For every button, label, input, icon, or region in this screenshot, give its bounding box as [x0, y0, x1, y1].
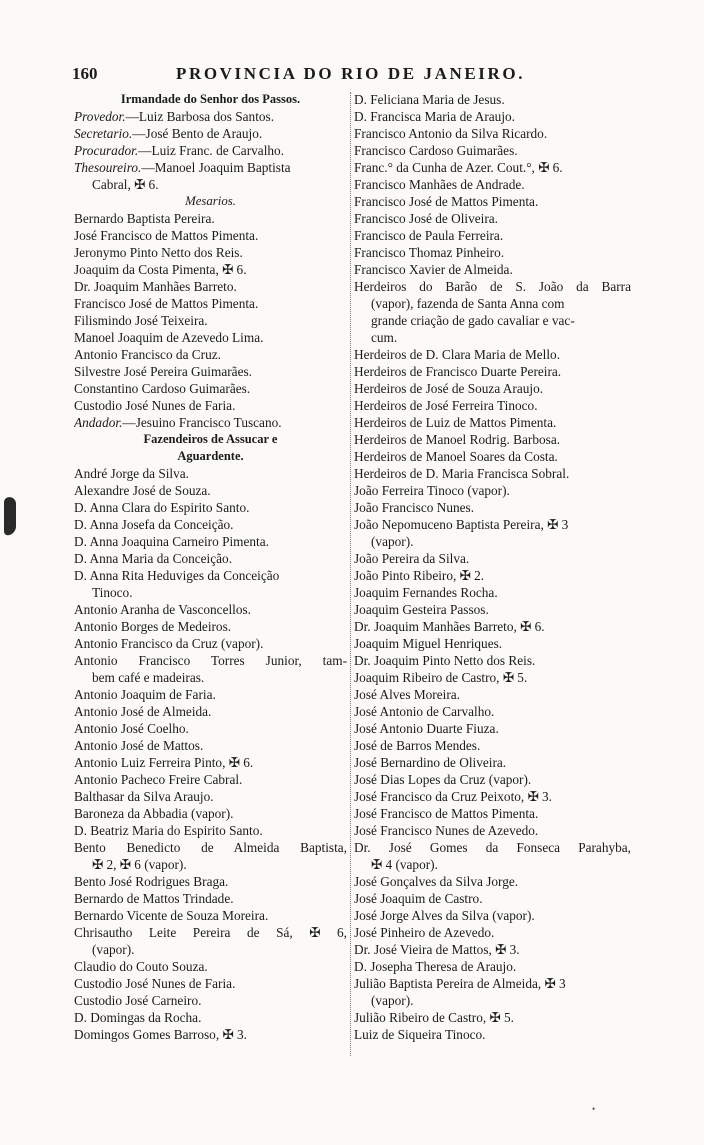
entry-line: Bernardo de Mattos Trindade.: [74, 891, 234, 906]
entry-line: Herdeiros de José Ferreira Tinoco.: [354, 398, 538, 413]
entry-line: Francisco Cardoso Guimarães.: [354, 143, 518, 158]
entry-line: Joaquim Miguel Henriques.: [354, 636, 503, 651]
entry-line: Custodio José Nunes de Faria.: [74, 976, 236, 991]
entry-line: Francisco José de Mattos Pimenta.: [74, 296, 259, 311]
officer-line-continuation: Cabral, ✠ 6.: [92, 177, 159, 192]
entry-line: Bento José Rodrigues Braga.: [74, 874, 229, 889]
entry-line: Domingos Gomes Barroso, ✠ 3.: [74, 1027, 247, 1042]
entry-line: José Pinheiro de Azevedo.: [354, 925, 495, 940]
entry-line: Bento Benedicto de Almeida Baptista,: [74, 840, 347, 855]
entry-line: grande criação de gado cavaliar e vac-: [371, 313, 575, 328]
entry-line: Antonio Pacheco Freire Cabral.: [74, 772, 243, 787]
entry-line: Antonio Luiz Ferreira Pinto, ✠ 6.: [74, 755, 254, 770]
entry-line: Baroneza da Abbadia (vapor).: [74, 806, 234, 821]
entry-line: Herdeiros de José de Souza Araujo.: [354, 381, 544, 396]
entry-line: Herdeiros de Manoel Soares da Costa.: [354, 449, 558, 464]
entry-line: Dr. José Vieira de Mattos, ✠ 3.: [354, 942, 520, 957]
entry-line: Francisco José de Mattos Pimenta.: [354, 194, 539, 209]
entry-line: (vapor).: [92, 942, 135, 957]
section-heading-irmandade: Irmandade do Senhor dos Passos.: [120, 92, 301, 106]
left-column: [74, 91, 347, 1043]
entry-line: Bernardo Baptista Pereira.: [74, 211, 215, 226]
entry-line: João Nepomuceno Baptista Pereira, ✠ 3: [354, 517, 569, 532]
entry-line: ✠ 2, ✠ 6 (vapor).: [92, 857, 187, 872]
fazendeiros-list-continued: [354, 91, 631, 1043]
entry-line: Antonio Francisco da Cruz.: [74, 347, 221, 362]
column-divider: [350, 92, 351, 1056]
section-heading-fazendeiros: Fazendeiros de Assucar e: [143, 432, 278, 446]
mesarios-list: [74, 210, 347, 414]
entry-line: Constantino Cardoso Guimarães.: [74, 381, 251, 396]
entry-line: José de Barros Mendes.: [354, 738, 481, 753]
entry-line: Herdeiros de D. Clara Maria de Mello.: [354, 347, 561, 362]
officer-line: [74, 108, 347, 125]
entry-line: Joaquim Gesteira Passos.: [354, 602, 489, 617]
entry-line: José Alves Moreira.: [354, 687, 460, 702]
entry-line: Francisco Xavier de Almeida.: [354, 262, 513, 277]
entry-line: Joaquim Ribeiro de Castro, ✠ 5.: [354, 670, 528, 685]
entry-line: Antonio Joaquim de Faria.: [74, 687, 216, 702]
entry-line: cum.: [371, 330, 398, 345]
entry-line: D. Anna Clara do Espirito Santo.: [74, 500, 250, 515]
footer-dot: •: [592, 1104, 596, 1114]
entry-line: Herdeiros do Barão de S. João da Barra: [354, 279, 631, 294]
entry-line: Manoel Joaquim de Azevedo Lima.: [74, 330, 264, 345]
entry-line: Antonio Francisco Torres Junior, tam-: [74, 653, 347, 668]
entry-line: bem café e madeiras.: [92, 670, 205, 685]
entry-line: Franc.° da Cunha de Azer. Cout.°, ✠ 6.: [354, 160, 563, 175]
page-number: 160: [72, 64, 98, 83]
entry-line: Antonio Aranha de Vasconcellos.: [74, 602, 252, 617]
entry-line: João Pinto Ribeiro, ✠ 2.: [354, 568, 485, 583]
entry-line: Julião Baptista Pereira de Almeida, ✠ 3: [354, 976, 566, 991]
entry-line: Filismindo José Teixeira.: [74, 313, 208, 328]
officer-line: [74, 125, 347, 142]
entry-line: Tinoco.: [92, 585, 133, 600]
entry-line: Alexandre José de Souza.: [74, 483, 211, 498]
entry-line: (vapor).: [371, 534, 414, 549]
margin-binding-mark: [4, 496, 16, 536]
entry-line: José Antonio Duarte Fiuza.: [354, 721, 499, 736]
entry-line: D. Feliciana Maria de Jesus.: [354, 92, 505, 107]
entry-line: Antonio Francisco da Cruz (vapor).: [74, 636, 264, 651]
entry-line: José Francisco da Cruz Peixoto, ✠ 3.: [354, 789, 553, 804]
section-heading-fazendeiros-cont: Aguardente.: [177, 449, 244, 463]
entry-line: José Francisco Nunes de Azevedo.: [354, 823, 539, 838]
running-title: PROVINCIA DO RIO DE JANEIRO.: [176, 64, 526, 83]
fazendeiros-list: [74, 465, 347, 1043]
entry-line: José Gonçalves da Silva Jorge.: [354, 874, 519, 889]
entry-line: João Ferreira Tinoco (vapor).: [354, 483, 510, 498]
entry-line: D. Anna Maria da Conceição.: [74, 551, 233, 566]
entry-line: D. Beatriz Maria do Espirito Santo.: [74, 823, 263, 838]
entry-line: José Bernardino de Oliveira.: [354, 755, 507, 770]
entry-line: Custodio José Nunes de Faria.: [74, 398, 236, 413]
entry-line: José Joaquim de Castro.: [354, 891, 483, 906]
entry-line: ✠ 4 (vapor).: [371, 857, 438, 872]
entry-line: Custodio José Carneiro.: [74, 993, 202, 1008]
entry-line: Silvestre José Pereira Guimarães.: [74, 364, 252, 379]
entry-line: Chrisautho Leite Pereira de Sá, ✠ 6,: [74, 925, 347, 940]
entry-line: D. Domingas da Rocha.: [74, 1010, 202, 1025]
entry-line: Francisco José de Oliveira.: [354, 211, 499, 226]
entry-line: D. Francisca Maria de Araujo.: [354, 109, 515, 124]
officer-name: —Jesuino Francisco Tuscano.: [122, 415, 282, 430]
officer-line: [74, 414, 347, 431]
entry-line: D. Josepha Theresa de Araujo.: [354, 959, 517, 974]
entry-line: Herdeiros de Francisco Duarte Pereira.: [354, 364, 562, 379]
entry-line: Antonio Borges de Medeiros.: [74, 619, 232, 634]
entry-line: João Pereira da Silva.: [354, 551, 470, 566]
page-header: [72, 64, 650, 86]
entry-line: Julião Ribeiro de Castro, ✠ 5.: [354, 1010, 514, 1025]
entry-line: Herdeiros de D. Maria Francisca Sobral.: [354, 466, 570, 481]
officer-name: —Luiz Franc. de Carvalho.: [138, 143, 285, 158]
entry-line: D. Anna Rita Heduviges da Conceição: [74, 568, 280, 583]
officer-name: —Manoel Joaquim Baptista: [141, 160, 291, 175]
entry-line: D. Anna Joaquina Carneiro Pimenta.: [74, 534, 269, 549]
entry-line: João Francisco Nunes.: [354, 500, 475, 515]
officer-role: Thesoureiro.: [74, 160, 142, 175]
entry-line: Herdeiros de Manoel Rodrig. Barbosa.: [354, 432, 561, 447]
officer-line: [74, 142, 347, 159]
officer-role: Secretario.: [74, 126, 133, 141]
entry-line: Joaquim da Costa Pimenta, ✠ 6.: [74, 262, 247, 277]
officer-role: Procurador.: [74, 143, 139, 158]
entry-line: Francisco de Paula Ferreira.: [354, 228, 504, 243]
entry-line: Luiz de Siqueira Tinoco.: [354, 1027, 486, 1042]
entry-line: José Dias Lopes da Cruz (vapor).: [354, 772, 532, 787]
entry-line: Antonio José Coelho.: [74, 721, 189, 736]
right-column: [354, 91, 631, 1043]
officer-role: Andador.: [74, 415, 123, 430]
entry-line: Jeronymo Pinto Netto dos Reis.: [74, 245, 243, 260]
entry-line: André Jorge da Silva.: [74, 466, 189, 481]
entry-line: Dr. Joaquim Manhães Barreto, ✠ 6.: [354, 619, 545, 634]
entry-line: Joaquim Fernandes Rocha.: [354, 585, 498, 600]
entry-line: Dr. José Gomes da Fonseca Parahyba,: [354, 840, 631, 855]
entry-line: Antonio José de Almeida.: [74, 704, 212, 719]
entry-line: José Jorge Alves da Silva (vapor).: [354, 908, 535, 923]
officer-role: Provedor.: [74, 109, 126, 124]
entry-line: Antonio José de Mattos.: [74, 738, 204, 753]
entry-line: (vapor).: [371, 993, 414, 1008]
entry-line: José Francisco de Mattos Pimenta.: [354, 806, 539, 821]
entry-line: Dr. Joaquim Manhães Barreto.: [74, 279, 237, 294]
subheading-mesarios: Mesarios.: [185, 194, 236, 208]
officer-name: —José Bento de Araujo.: [132, 126, 263, 141]
entry-line: Francisco Antonio da Silva Ricardo.: [354, 126, 548, 141]
entry-line: Dr. Joaquim Pinto Netto dos Reis.: [354, 653, 536, 668]
entry-line: Francisco Thomaz Pinheiro.: [354, 245, 505, 260]
entry-line: (vapor), fazenda de Santa Anna com: [371, 296, 565, 311]
entry-line: Claudio do Couto Souza.: [74, 959, 208, 974]
entry-line: Balthasar da Silva Araujo.: [74, 789, 214, 804]
entry-line: José Francisco de Mattos Pimenta.: [74, 228, 259, 243]
officer-line: [74, 159, 347, 176]
officer-name: —Luiz Barbosa dos Santos.: [125, 109, 275, 124]
entry-line: D. Anna Josefa da Conceição.: [74, 517, 234, 532]
entry-line: Francisco Manhães de Andrade.: [354, 177, 525, 192]
entry-line: José Antonio de Carvalho.: [354, 704, 495, 719]
entry-line: Herdeiros de Luiz de Mattos Pimenta.: [354, 415, 557, 430]
entry-line: Bernardo Vicente de Souza Moreira.: [74, 908, 269, 923]
